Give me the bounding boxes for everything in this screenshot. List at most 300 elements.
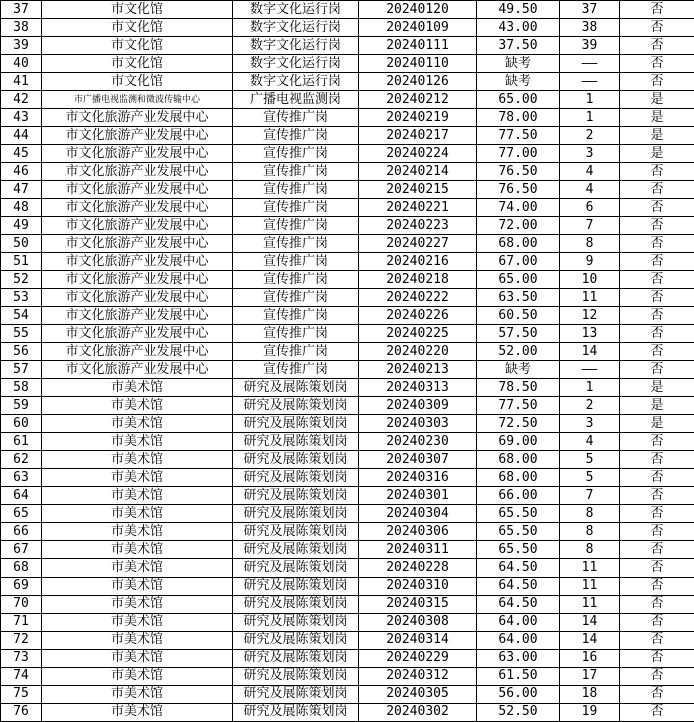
row-number-cell: 46 — [1, 163, 42, 181]
exam-id-cell: 20240304 — [359, 505, 477, 523]
score-cell: 65.50 — [477, 541, 560, 559]
row-number-cell: 53 — [1, 289, 42, 307]
rank-cell: 8 — [560, 523, 620, 541]
rank-cell: 5 — [560, 451, 620, 469]
post-cell: 研究及展陈策划岗 — [233, 379, 359, 397]
exam-id-cell: 20240120 — [359, 1, 477, 19]
score-cell: 60.50 — [477, 307, 560, 325]
post-cell: 研究及展陈策划岗 — [233, 577, 359, 595]
score-cell: 52.00 — [477, 343, 560, 361]
row-number-cell: 75 — [1, 685, 42, 703]
post-cell: 研究及展陈策划岗 — [233, 397, 359, 415]
table-row — [1, 505, 694, 523]
rank-cell: 2 — [560, 397, 620, 415]
post-cell: 研究及展陈策划岗 — [233, 541, 359, 559]
score-cell: 57.50 — [477, 325, 560, 343]
score-cell: 65.50 — [477, 505, 560, 523]
score-cell: 76.50 — [477, 163, 560, 181]
exam-id-cell: 20240110 — [359, 55, 477, 73]
exam-id-cell: 20240301 — [359, 487, 477, 505]
row-number-cell: 52 — [1, 271, 42, 289]
row-number-cell: 61 — [1, 433, 42, 451]
score-cell: 78.50 — [477, 379, 560, 397]
row-number-cell: 58 — [1, 379, 42, 397]
rank-cell: 2 — [560, 127, 620, 145]
unit-cell: 市文化旅游产业发展中心 — [42, 181, 233, 199]
advance-cell: 是 — [620, 91, 694, 109]
advance-cell: 否 — [620, 577, 694, 595]
post-cell: 宣传推广岗 — [233, 307, 359, 325]
advance-cell: 否 — [620, 685, 694, 703]
table-row — [1, 433, 694, 451]
score-cell: 52.50 — [477, 703, 560, 721]
table-row — [1, 37, 694, 55]
advance-cell: 否 — [620, 289, 694, 307]
unit-cell: 市文化旅游产业发展中心 — [42, 109, 233, 127]
score-cell: 65.00 — [477, 91, 560, 109]
post-cell: 宣传推广岗 — [233, 109, 359, 127]
post-cell: 研究及展陈策划岗 — [233, 415, 359, 433]
table-row — [1, 613, 694, 631]
score-cell: 缺考 — [477, 73, 560, 91]
table-row — [1, 523, 694, 541]
row-number-cell: 41 — [1, 73, 42, 91]
rank-cell: 4 — [560, 181, 620, 199]
row-number-cell: 60 — [1, 415, 42, 433]
exam-id-cell: 20240216 — [359, 253, 477, 271]
advance-cell: 否 — [620, 181, 694, 199]
rank-cell: 6 — [560, 199, 620, 217]
score-cell: 64.00 — [477, 631, 560, 649]
advance-cell: 否 — [620, 523, 694, 541]
row-number-cell: 63 — [1, 469, 42, 487]
unit-cell: 市美术馆 — [42, 685, 233, 703]
table-row — [1, 181, 694, 199]
row-number-cell: 38 — [1, 19, 42, 37]
row-number-cell: 76 — [1, 703, 42, 721]
rank-cell: 1 — [560, 109, 620, 127]
table-row — [1, 649, 694, 667]
row-number-cell: 40 — [1, 55, 42, 73]
advance-cell: 否 — [620, 595, 694, 613]
rank-cell: 13 — [560, 325, 620, 343]
unit-cell: 市美术馆 — [42, 415, 233, 433]
exam-id-cell: 20240226 — [359, 307, 477, 325]
row-number-cell: 54 — [1, 307, 42, 325]
advance-cell: 否 — [620, 559, 694, 577]
unit-cell: 市文化旅游产业发展中心 — [42, 361, 233, 379]
score-cell: 37.50 — [477, 37, 560, 55]
post-cell: 研究及展陈策划岗 — [233, 649, 359, 667]
rank-cell: 5 — [560, 469, 620, 487]
post-cell: 宣传推广岗 — [233, 235, 359, 253]
unit-cell: 市文化馆 — [42, 1, 233, 19]
rank-cell: 1 — [560, 91, 620, 109]
row-number-cell: 65 — [1, 505, 42, 523]
advance-cell: 是 — [620, 145, 694, 163]
score-cell: 缺考 — [477, 361, 560, 379]
advance-cell: 否 — [620, 325, 694, 343]
row-number-cell: 73 — [1, 649, 42, 667]
table-row — [1, 19, 694, 37]
unit-cell: 市文化旅游产业发展中心 — [42, 253, 233, 271]
table-row — [1, 235, 694, 253]
exam-id-cell: 20240126 — [359, 73, 477, 91]
advance-cell: 否 — [620, 613, 694, 631]
table-row — [1, 631, 694, 649]
table-row — [1, 379, 694, 397]
post-cell: 宣传推广岗 — [233, 361, 359, 379]
post-cell: 研究及展陈策划岗 — [233, 703, 359, 721]
advance-cell: 是 — [620, 109, 694, 127]
advance-cell: 否 — [620, 217, 694, 235]
rank-cell: 11 — [560, 289, 620, 307]
table-row — [1, 415, 694, 433]
row-number-cell: 72 — [1, 631, 42, 649]
table-row — [1, 667, 694, 685]
rank-cell: 37 — [560, 1, 620, 19]
exam-id-cell: 20240314 — [359, 631, 477, 649]
table-row — [1, 199, 694, 217]
exam-id-cell: 20240222 — [359, 289, 477, 307]
table-row — [1, 343, 694, 361]
score-cell: 68.00 — [477, 469, 560, 487]
exam-id-cell: 20240223 — [359, 217, 477, 235]
advance-cell: 否 — [620, 487, 694, 505]
post-cell: 研究及展陈策划岗 — [233, 685, 359, 703]
table-row — [1, 325, 694, 343]
advance-cell: 否 — [620, 631, 694, 649]
unit-cell: 市美术馆 — [42, 541, 233, 559]
advance-cell: 是 — [620, 397, 694, 415]
exam-id-cell: 20240313 — [359, 379, 477, 397]
rank-cell: 4 — [560, 433, 620, 451]
exam-id-cell: 20240220 — [359, 343, 477, 361]
advance-cell: 否 — [620, 307, 694, 325]
unit-cell: 市美术馆 — [42, 433, 233, 451]
unit-cell: 市文化旅游产业发展中心 — [42, 127, 233, 145]
post-cell: 研究及展陈策划岗 — [233, 523, 359, 541]
row-number-cell: 70 — [1, 595, 42, 613]
exam-id-cell: 20240219 — [359, 109, 477, 127]
rank-cell: 7 — [560, 487, 620, 505]
score-cell: 77.50 — [477, 397, 560, 415]
score-cell: 64.50 — [477, 559, 560, 577]
exam-id-cell: 20240311 — [359, 541, 477, 559]
table-row — [1, 577, 694, 595]
rank-cell: 18 — [560, 685, 620, 703]
unit-cell: 市广播电视监测和微波传输中心 — [42, 91, 233, 109]
rank-cell: 11 — [560, 595, 620, 613]
unit-cell: 市文化旅游产业发展中心 — [42, 235, 233, 253]
unit-cell: 市美术馆 — [42, 505, 233, 523]
table-row — [1, 73, 694, 91]
row-number-cell: 64 — [1, 487, 42, 505]
advance-cell: 否 — [620, 163, 694, 181]
advance-cell: 否 — [620, 235, 694, 253]
table-body — [1, 1, 694, 722]
exam-id-cell: 20240111 — [359, 37, 477, 55]
row-number-cell: 42 — [1, 91, 42, 109]
score-cell: 64.50 — [477, 577, 560, 595]
rank-cell: 19 — [560, 703, 620, 721]
advance-cell: 否 — [620, 37, 694, 55]
unit-cell: 市美术馆 — [42, 451, 233, 469]
unit-cell: 市文化旅游产业发展中心 — [42, 343, 233, 361]
post-cell: 数字文化运行岗 — [233, 1, 359, 19]
exam-id-cell: 20240229 — [359, 649, 477, 667]
row-number-cell: 50 — [1, 235, 42, 253]
table-row — [1, 469, 694, 487]
post-cell: 宣传推广岗 — [233, 325, 359, 343]
rank-cell: 14 — [560, 613, 620, 631]
rank-cell: 1 — [560, 379, 620, 397]
advance-cell: 否 — [620, 271, 694, 289]
post-cell: 研究及展陈策划岗 — [233, 451, 359, 469]
exam-id-cell: 20240225 — [359, 325, 477, 343]
advance-cell: 否 — [620, 199, 694, 217]
advance-cell: 否 — [620, 433, 694, 451]
exam-id-cell: 20240214 — [359, 163, 477, 181]
rank-cell: 9 — [560, 253, 620, 271]
rank-cell: 12 — [560, 307, 620, 325]
score-cell: 77.00 — [477, 145, 560, 163]
unit-cell: 市美术馆 — [42, 667, 233, 685]
table-row — [1, 145, 694, 163]
rank-cell: 3 — [560, 415, 620, 433]
post-cell: 宣传推广岗 — [233, 145, 359, 163]
table-row — [1, 1, 694, 19]
row-number-cell: 47 — [1, 181, 42, 199]
unit-cell: 市美术馆 — [42, 487, 233, 505]
unit-cell: 市美术馆 — [42, 595, 233, 613]
advance-cell: 否 — [620, 667, 694, 685]
post-cell: 宣传推广岗 — [233, 271, 359, 289]
table-row — [1, 685, 694, 703]
score-cell: 64.50 — [477, 595, 560, 613]
rank-cell: 3 — [560, 145, 620, 163]
rank-cell: 7 — [560, 217, 620, 235]
exam-id-cell: 20240309 — [359, 397, 477, 415]
score-cell: 72.50 — [477, 415, 560, 433]
row-number-cell: 49 — [1, 217, 42, 235]
table-row — [1, 703, 694, 721]
unit-cell: 市文化旅游产业发展中心 — [42, 289, 233, 307]
post-cell: 研究及展陈策划岗 — [233, 559, 359, 577]
table-row — [1, 487, 694, 505]
row-number-cell: 37 — [1, 1, 42, 19]
post-cell: 宣传推广岗 — [233, 127, 359, 145]
unit-cell: 市美术馆 — [42, 649, 233, 667]
table-row — [1, 307, 694, 325]
rank-cell: 14 — [560, 343, 620, 361]
row-number-cell: 56 — [1, 343, 42, 361]
unit-cell: 市美术馆 — [42, 397, 233, 415]
score-cell: 65.50 — [477, 523, 560, 541]
unit-cell: 市文化旅游产业发展中心 — [42, 217, 233, 235]
table-row — [1, 289, 694, 307]
exam-id-cell: 20240218 — [359, 271, 477, 289]
exam-id-cell: 20240224 — [359, 145, 477, 163]
unit-cell: 市美术馆 — [42, 631, 233, 649]
rank-cell: 4 — [560, 163, 620, 181]
unit-cell: 市美术馆 — [42, 379, 233, 397]
rank-cell: 10 — [560, 271, 620, 289]
row-number-cell: 62 — [1, 451, 42, 469]
score-cell: 77.50 — [477, 127, 560, 145]
advance-cell: 否 — [620, 649, 694, 667]
row-number-cell: 51 — [1, 253, 42, 271]
exam-id-cell: 20240305 — [359, 685, 477, 703]
advance-cell: 否 — [620, 361, 694, 379]
table-row — [1, 91, 694, 109]
exam-id-cell: 20240302 — [359, 703, 477, 721]
rank-cell: 8 — [560, 541, 620, 559]
post-cell: 研究及展陈策划岗 — [233, 487, 359, 505]
rank-cell: 16 — [560, 649, 620, 667]
exam-id-cell: 20240310 — [359, 577, 477, 595]
advance-cell: 是 — [620, 379, 694, 397]
row-number-cell: 69 — [1, 577, 42, 595]
rank-cell: —— — [560, 55, 620, 73]
exam-id-cell: 20240221 — [359, 199, 477, 217]
score-cell: 68.00 — [477, 235, 560, 253]
advance-cell: 否 — [620, 469, 694, 487]
score-cell: 72.00 — [477, 217, 560, 235]
score-cell: 43.00 — [477, 19, 560, 37]
row-number-cell: 67 — [1, 541, 42, 559]
exam-id-cell: 20240217 — [359, 127, 477, 145]
post-cell: 宣传推广岗 — [233, 253, 359, 271]
table-row — [1, 253, 694, 271]
table-row — [1, 109, 694, 127]
post-cell: 宣传推广岗 — [233, 199, 359, 217]
score-cell: 65.00 — [477, 271, 560, 289]
unit-cell: 市文化旅游产业发展中心 — [42, 145, 233, 163]
exam-id-cell: 20240308 — [359, 613, 477, 631]
score-cell: 63.50 — [477, 289, 560, 307]
post-cell: 研究及展陈策划岗 — [233, 631, 359, 649]
post-cell: 研究及展陈策划岗 — [233, 667, 359, 685]
advance-cell: 否 — [620, 505, 694, 523]
row-number-cell: 45 — [1, 145, 42, 163]
rank-cell: 38 — [560, 19, 620, 37]
exam-id-cell: 20240213 — [359, 361, 477, 379]
row-number-cell: 59 — [1, 397, 42, 415]
post-cell: 数字文化运行岗 — [233, 37, 359, 55]
row-number-cell: 43 — [1, 109, 42, 127]
unit-cell: 市文化旅游产业发展中心 — [42, 307, 233, 325]
score-cell: 78.00 — [477, 109, 560, 127]
score-cell: 68.00 — [477, 451, 560, 469]
unit-cell: 市文化旅游产业发展中心 — [42, 163, 233, 181]
advance-cell: 否 — [620, 451, 694, 469]
table-row — [1, 451, 694, 469]
row-number-cell: 74 — [1, 667, 42, 685]
row-number-cell: 39 — [1, 37, 42, 55]
table-row — [1, 55, 694, 73]
score-cell: 66.00 — [477, 487, 560, 505]
table-row — [1, 397, 694, 415]
row-number-cell: 44 — [1, 127, 42, 145]
exam-id-cell: 20240306 — [359, 523, 477, 541]
rank-cell: —— — [560, 73, 620, 91]
score-cell: 64.00 — [477, 613, 560, 631]
rank-cell: 17 — [560, 667, 620, 685]
unit-cell: 市文化馆 — [42, 19, 233, 37]
exam-id-cell: 20240228 — [359, 559, 477, 577]
post-cell: 研究及展陈策划岗 — [233, 469, 359, 487]
post-cell: 数字文化运行岗 — [233, 55, 359, 73]
unit-cell: 市美术馆 — [42, 577, 233, 595]
unit-cell: 市美术馆 — [42, 613, 233, 631]
exam-id-cell: 20240109 — [359, 19, 477, 37]
rank-cell: 39 — [560, 37, 620, 55]
advance-cell: 否 — [620, 541, 694, 559]
unit-cell: 市美术馆 — [42, 523, 233, 541]
unit-cell: 市文化馆 — [42, 55, 233, 73]
post-cell: 宣传推广岗 — [233, 289, 359, 307]
post-cell: 宣传推广岗 — [233, 181, 359, 199]
row-number-cell: 66 — [1, 523, 42, 541]
score-cell: 69.00 — [477, 433, 560, 451]
score-cell: 74.00 — [477, 199, 560, 217]
unit-cell: 市美术馆 — [42, 469, 233, 487]
score-cell: 76.50 — [477, 181, 560, 199]
post-cell: 宣传推广岗 — [233, 343, 359, 361]
unit-cell: 市文化旅游产业发展中心 — [42, 199, 233, 217]
table-row — [1, 271, 694, 289]
post-cell: 数字文化运行岗 — [233, 73, 359, 91]
row-number-cell: 55 — [1, 325, 42, 343]
score-cell: 56.00 — [477, 685, 560, 703]
table-row — [1, 559, 694, 577]
rank-cell: 11 — [560, 577, 620, 595]
unit-cell: 市文化旅游产业发展中心 — [42, 271, 233, 289]
table-row — [1, 541, 694, 559]
row-number-cell: 48 — [1, 199, 42, 217]
table-row — [1, 595, 694, 613]
unit-cell: 市文化馆 — [42, 73, 233, 91]
post-cell: 宣传推广岗 — [233, 217, 359, 235]
score-cell: 63.00 — [477, 649, 560, 667]
table-row — [1, 127, 694, 145]
row-number-cell: 57 — [1, 361, 42, 379]
exam-id-cell: 20240303 — [359, 415, 477, 433]
rank-cell: 14 — [560, 631, 620, 649]
advance-cell: 是 — [620, 415, 694, 433]
exam-id-cell: 20240230 — [359, 433, 477, 451]
advance-cell: 否 — [620, 19, 694, 37]
rank-cell: 11 — [560, 559, 620, 577]
exam-id-cell: 20240316 — [359, 469, 477, 487]
score-cell: 49.50 — [477, 1, 560, 19]
advance-cell: 否 — [620, 343, 694, 361]
post-cell: 研究及展陈策划岗 — [233, 433, 359, 451]
post-cell: 宣传推广岗 — [233, 163, 359, 181]
advance-cell: 否 — [620, 253, 694, 271]
row-number-cell: 68 — [1, 559, 42, 577]
rank-cell: 8 — [560, 505, 620, 523]
post-cell: 研究及展陈策划岗 — [233, 505, 359, 523]
post-cell: 广播电视监测岗 — [233, 91, 359, 109]
unit-cell: 市美术馆 — [42, 703, 233, 721]
post-cell: 数字文化运行岗 — [233, 19, 359, 37]
score-cell: 缺考 — [477, 55, 560, 73]
advance-cell: 是 — [620, 127, 694, 145]
table-row — [1, 361, 694, 379]
table-row — [1, 217, 694, 235]
